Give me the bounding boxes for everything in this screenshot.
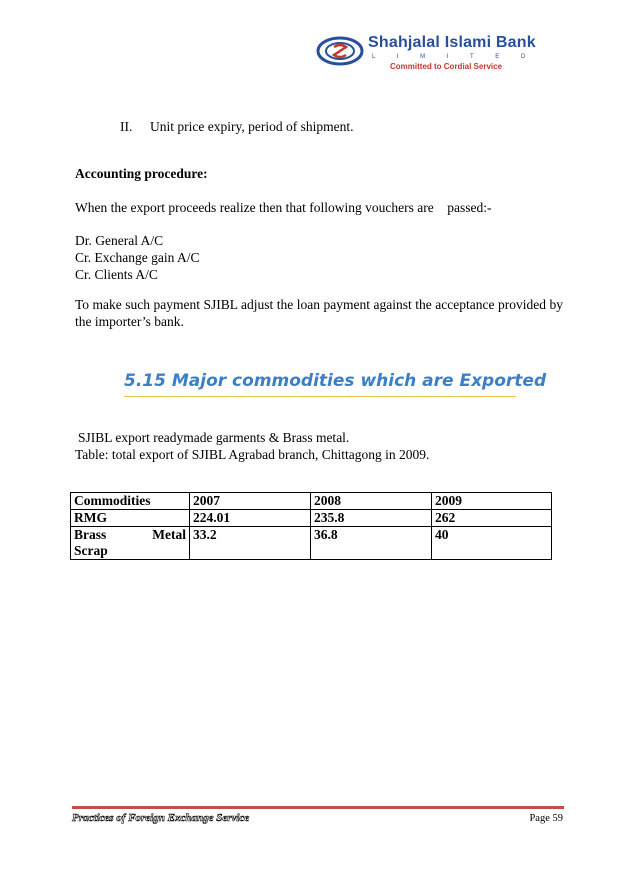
table-header-cell: 2007 — [190, 493, 311, 510]
table-header-cell: 2008 — [311, 493, 432, 510]
commodity-word: Brass — [74, 527, 107, 542]
bank-name: Shahjalal Islami Bank — [368, 34, 536, 51]
table-cell: 40 — [432, 527, 552, 560]
page-number: Page 59 — [529, 813, 563, 824]
table-header-row — [71, 493, 552, 510]
table-cell: 224.01 — [190, 510, 311, 527]
list-numeral: II. — [120, 119, 133, 134]
table-header-cell: Commodities — [71, 493, 190, 510]
exports-table — [70, 492, 552, 560]
table-cell: 36.8 — [311, 527, 432, 560]
voucher-entry: Cr. Clients A/C — [75, 267, 158, 282]
table-cell: 33.2 — [190, 527, 311, 560]
list-item-text: Unit price expiry, period of shipment. — [150, 119, 354, 134]
bank-emblem-icon — [316, 36, 364, 66]
table-cell-commodity — [71, 527, 190, 560]
section-heading: 5.15 Major commodities which are Exported — [124, 371, 547, 391]
voucher-entry: Cr. Exchange gain A/C — [75, 250, 200, 265]
bank-limited: L I M I T E D — [372, 54, 536, 60]
section-heading-underline — [124, 396, 516, 397]
commodity-word: Scrap — [74, 543, 108, 558]
bank-tagline: Committed to Cordial Service — [390, 62, 503, 71]
bank-logo — [310, 30, 560, 76]
table-cell: 262 — [432, 510, 552, 527]
commodity-word: Metal — [152, 527, 186, 542]
voucher-entry: Dr. General A/C — [75, 233, 164, 248]
section-line-1: SJIBL export readymade garments & Brass metal. — [78, 430, 350, 445]
table-caption: Table: total export of SJIBL Agrabad branch, Chittagong in 2009. — [75, 447, 430, 462]
accounting-paragraph: To make such payment SJIBL adjust the loan payment against the acceptance provided by the importer’s bank. — [75, 297, 563, 329]
table-row — [71, 527, 552, 560]
table-row — [71, 510, 552, 527]
table-header-cell: 2009 — [432, 493, 552, 510]
table-cell-commodity: RMG — [71, 510, 190, 527]
footer-title: Practices of Foreign Exchange Service — [72, 812, 250, 824]
accounting-intro: When the export proceeds realize then that following vouchers are passed:- — [75, 200, 492, 215]
table-cell: 235.8 — [311, 510, 432, 527]
footer-divider — [72, 806, 564, 809]
accounting-heading: Accounting procedure: — [75, 166, 208, 181]
